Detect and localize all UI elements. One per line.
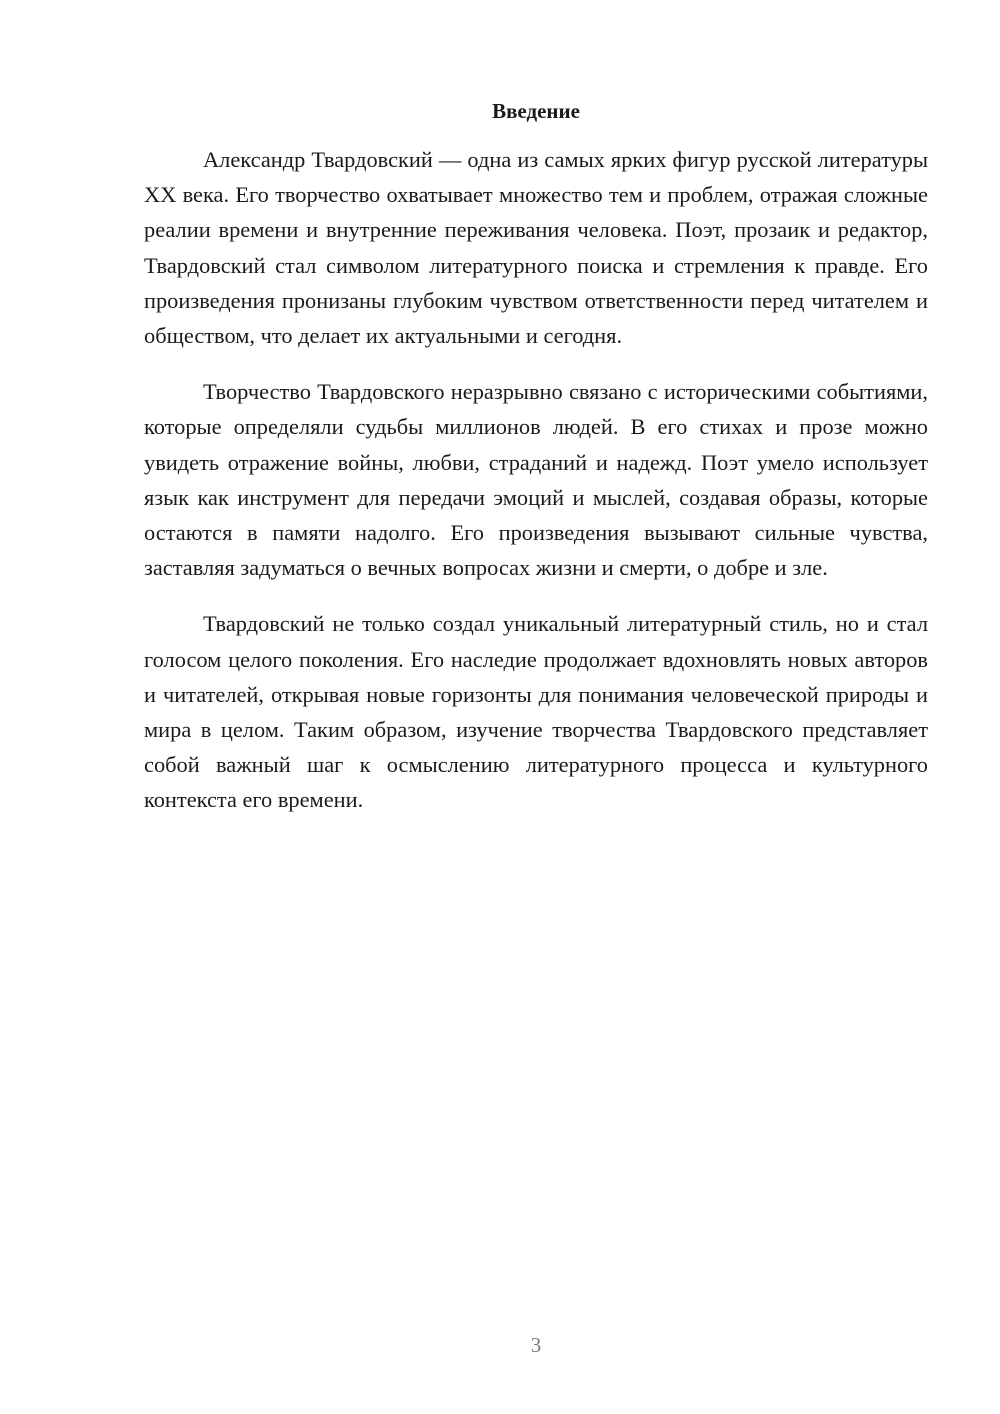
page-number: 3 — [530, 1333, 542, 1357]
paragraph-2: Творчество Твардовского неразрывно связано с историческими событиями, которые определяли судьбы миллионов людей. В его стихах и прозе можно увидеть отражение войны, любви, страданий и надежд. Поэт умело использует язык как инструмент для передачи эмоций и мыслей, создавая образы, которые остаются в памяти надолго. Его произведения вызывают сильные чувства, заставляя задуматься о вечных вопросах жизни и смерти, о добре и зле. — [144, 379, 928, 581]
body-text — [144, 142, 928, 839]
paragraph-1: Александр Твардовский — одна из самых ярких фигур русской литературы XX века. Его творчество охватывает множество тем и проблем, отражая сложные реалии времени и внутренние переживания человека. Поэт, прозаик и редактор, Твардовский стал символом литературного поиска и стремления к правде. Его произведения пронизаны глубоким чувством ответственности перед читателем и обществом, что делает их актуальными и сегодня. — [144, 147, 928, 349]
paragraph-3: Твардовский не только создал уникальный литературный стиль, но и стал голосом целого поколения. Его наследие продолжает вдохновлять новых авторов и читателей, открывая новые горизонты для понимания человеческой природы и мира в целом. Таким образом, изучение творчества Твардовского представляет собой важный шаг к осмыслению литературного процесса и культурного контекста его времени. — [144, 611, 928, 813]
section-heading: Введение — [492, 99, 580, 123]
